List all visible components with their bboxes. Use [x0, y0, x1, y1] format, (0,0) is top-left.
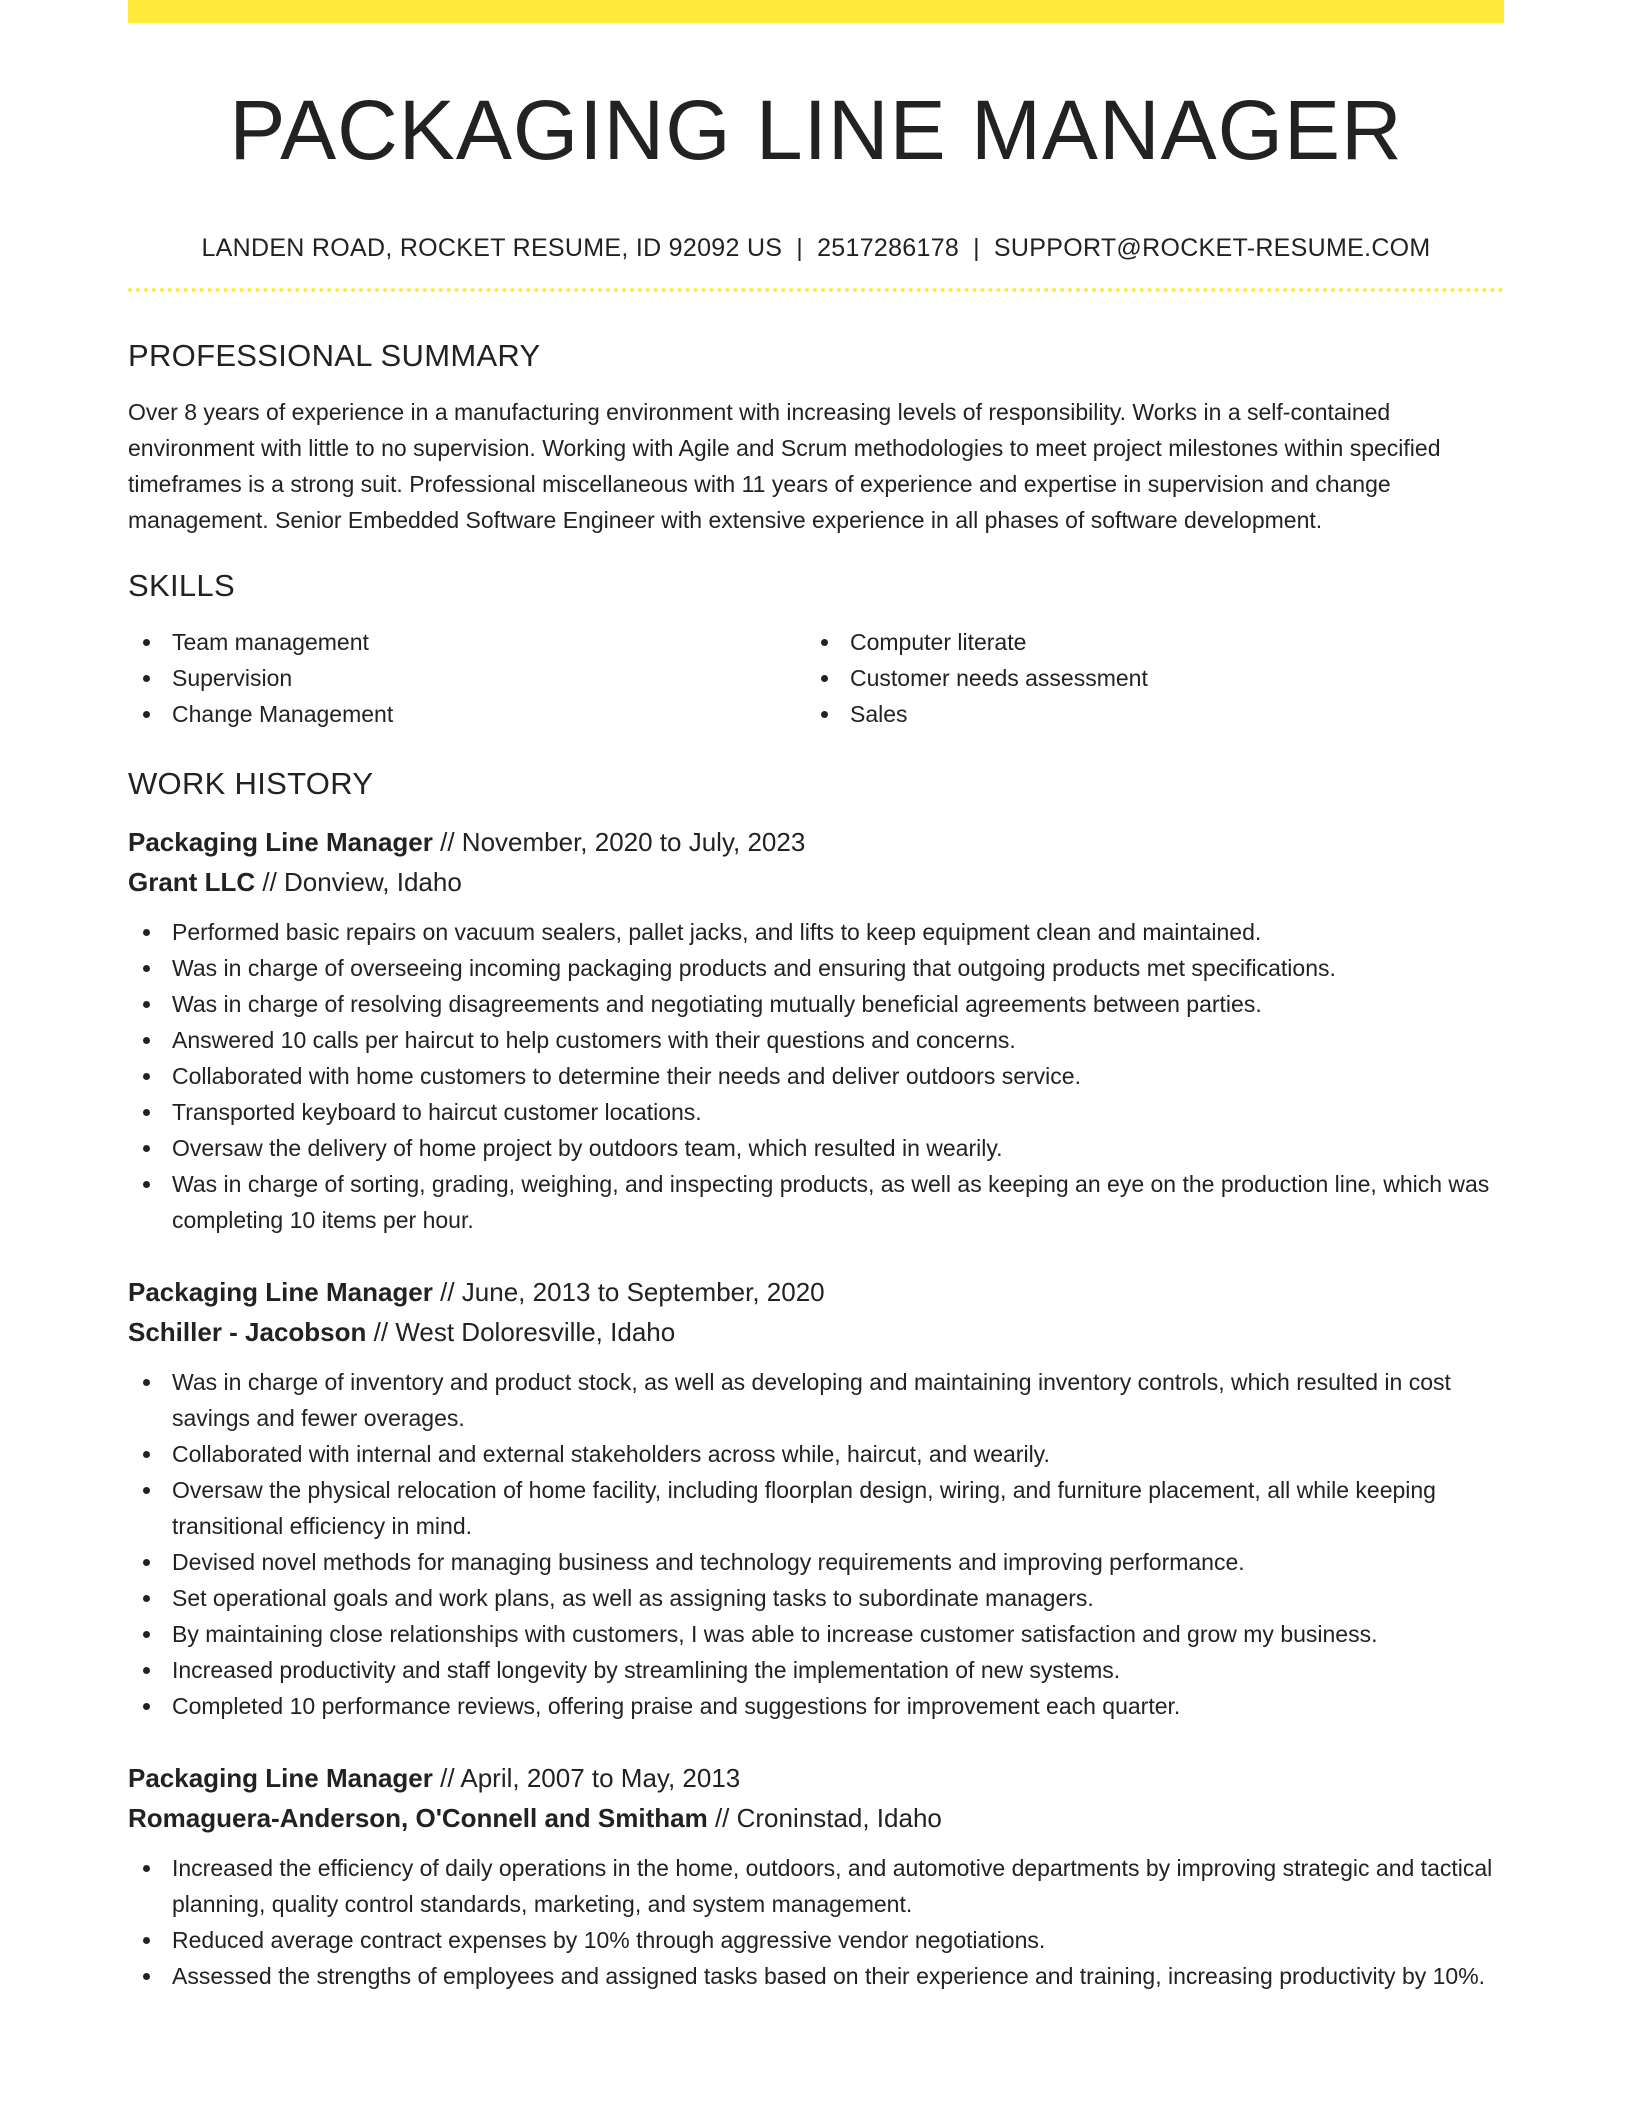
job-dates: June, 2013 to September, 2020: [461, 1277, 825, 1307]
job-location: West Doloresville, Idaho: [395, 1317, 676, 1347]
job-separator: //: [714, 1803, 730, 1833]
work-history-heading: WORK HISTORY: [128, 766, 374, 801]
job-location: Donview, Idaho: [284, 867, 462, 897]
job-bullet: Performed basic repairs on vacuum sealers, pallet jacks, and lifts to keep equipment clean and maintained.: [128, 914, 1504, 950]
job-separator: //: [373, 1317, 389, 1347]
job-bullet: By maintaining close relationships with customers, I was able to increase customer satisfaction and grow my business.: [128, 1616, 1504, 1652]
skill-item: Change Management: [128, 696, 806, 732]
summary-text: Over 8 years of experience in a manufacturing environment with increasing levels of responsibility. Works in a self-contained environment with little to no supervision. Working with Agile and Scrum methodologies to meet project milestones within specified timeframes is a strong suit. Professional miscellaneous with 11 years of experience and expertise in supervision and change management. Senior Embedded Software Engineer with extensive experience in all phases of software development.: [128, 399, 1441, 533]
skill-item: Supervision: [128, 660, 806, 696]
job-company-line: [128, 862, 1504, 902]
resume-title: PACKAGING LINE MANAGER: [229, 83, 1403, 177]
skills-column-left: [128, 624, 806, 732]
job-title-line: [128, 1272, 1504, 1312]
job-entry: [128, 822, 1504, 1238]
summary-heading: PROFESSIONAL SUMMARY: [128, 338, 541, 373]
job-company: Schiller - Jacobson: [128, 1317, 367, 1347]
job-bullet-list: [128, 914, 1504, 1238]
job-dates: April, 2007 to May, 2013: [460, 1763, 741, 1793]
skill-item: Computer literate: [806, 624, 1484, 660]
job-bullet-list: [128, 1850, 1504, 1994]
job-bullet: Oversaw the physical relocation of home facility, including floorplan design, wiring, and furniture placement, all while keeping transitional efficiency in mind.: [128, 1472, 1504, 1544]
job-bullet: Was in charge of inventory and product stock, as well as developing and maintaining inventory controls, which resulted in cost savings and fewer overages.: [128, 1364, 1504, 1436]
skills-list: [128, 624, 1504, 732]
contact-email: SUPPORT@ROCKET-RESUME.COM: [993, 234, 1431, 262]
contact-separator: |: [973, 234, 980, 262]
job-title: Packaging Line Manager: [128, 1277, 433, 1307]
job-bullet: Was in charge of resolving disagreements and negotiating mutually beneficial agreements between parties.: [128, 986, 1504, 1022]
job-bullet: Was in charge of overseeing incoming packaging products and ensuring that outgoing products met specifications.: [128, 950, 1504, 986]
job-company: Romaguera-Anderson, O'Connell and Smitham: [128, 1803, 708, 1833]
job-separator: //: [440, 1763, 455, 1793]
skill-item: Team management: [128, 624, 806, 660]
job-title: Packaging Line Manager: [128, 827, 433, 857]
skills-heading: SKILLS: [128, 568, 235, 603]
job-separator: //: [440, 1277, 455, 1307]
job-bullet: Completed 10 performance reviews, offering praise and suggestions for improvement each quarter.: [128, 1688, 1504, 1724]
skill-item: Sales: [806, 696, 1484, 732]
job-bullet: Increased productivity and staff longevity by streamlining the implementation of new systems.: [128, 1652, 1504, 1688]
contact-address: LANDEN ROAD, ROCKET RESUME, ID 92092 US: [201, 234, 783, 262]
job-bullet: Set operational goals and work plans, as well as assigning tasks to subordinate managers.: [128, 1580, 1504, 1616]
job-entry: [128, 1272, 1504, 1724]
job-title-line: [128, 822, 1504, 862]
job-bullet: Increased the efficiency of daily operations in the home, outdoors, and automotive departments by improving strategic and tactical planning, quality control standards, marketing, and system management.: [128, 1850, 1504, 1922]
dotted-divider: [128, 288, 1504, 292]
job-bullet: Answered 10 calls per haircut to help customers with their questions and concerns.: [128, 1022, 1504, 1058]
job-bullet: Collaborated with internal and external stakeholders across while, haircut, and wearily.: [128, 1436, 1504, 1472]
job-bullet: Collaborated with home customers to determine their needs and deliver outdoors service.: [128, 1058, 1504, 1094]
skill-item: Customer needs assessment: [806, 660, 1484, 696]
job-bullet-list: [128, 1364, 1504, 1724]
job-bullet: Devised novel methods for managing business and technology requirements and improving performance.: [128, 1544, 1504, 1580]
job-dates: November, 2020 to July, 2023: [461, 827, 806, 857]
skills-column-right: [806, 624, 1484, 732]
job-company-line: [128, 1798, 1504, 1838]
job-separator: //: [262, 867, 277, 897]
job-title: Packaging Line Manager: [128, 1763, 433, 1793]
contact-line: [128, 232, 1504, 264]
job-bullet: Oversaw the delivery of home project by outdoors team, which resulted in wearily.: [128, 1130, 1504, 1166]
job-bullet: Assessed the strengths of employees and assigned tasks based on their experience and training, increasing productivity by 10%.: [128, 1958, 1504, 1994]
job-entry: [128, 1758, 1504, 1994]
job-location: Croninstad, Idaho: [736, 1803, 942, 1833]
job-company: Grant LLC: [128, 867, 256, 897]
job-separator: //: [440, 827, 455, 857]
job-company-line: [128, 1312, 1504, 1352]
contact-phone: 2517286178: [817, 234, 960, 262]
contact-separator: |: [796, 234, 804, 262]
job-bullet: Reduced average contract expenses by 10% through aggressive vendor negotiations.: [128, 1922, 1504, 1958]
resume-content: [128, 0, 1504, 1994]
job-title-line: [128, 1758, 1504, 1798]
job-bullet: Was in charge of sorting, grading, weighing, and inspecting products, as well as keeping an eye on the production line, which was completing 10 items per hour.: [128, 1166, 1504, 1238]
job-bullet: Transported keyboard to haircut customer locations.: [128, 1094, 1504, 1130]
